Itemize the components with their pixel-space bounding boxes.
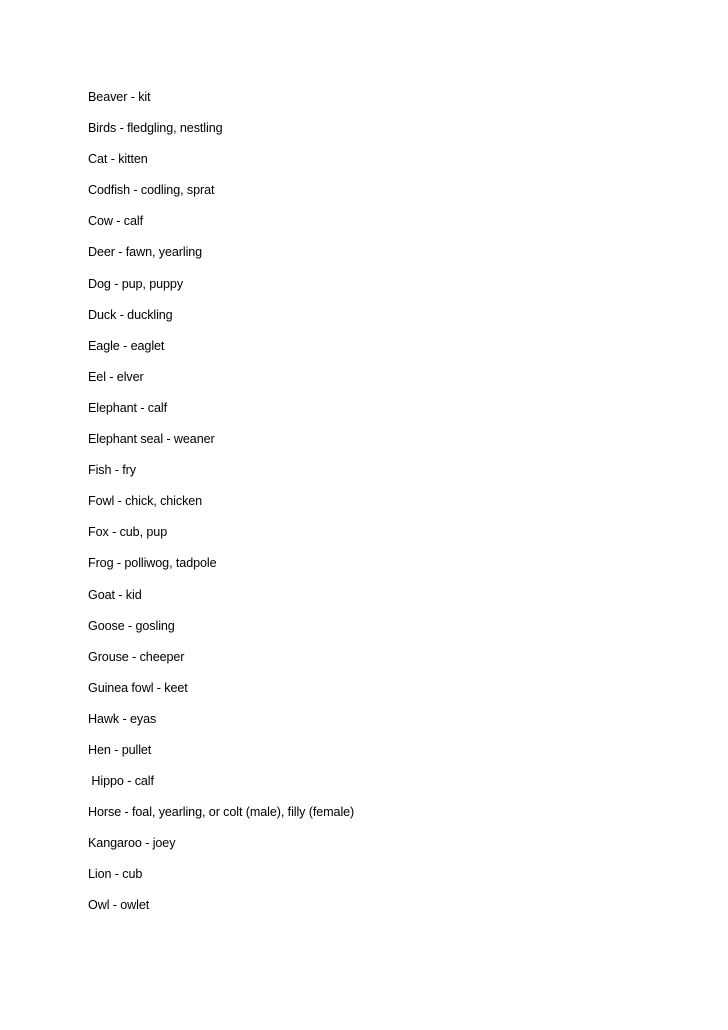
list-item: Frog - polliwog, tadpole (88, 556, 217, 571)
list-item: Elephant seal - weaner (88, 432, 215, 447)
list-item: Guinea fowl - keet (88, 680, 188, 695)
list-item: Deer - fawn, yearling (88, 245, 203, 260)
list-item: Duck - duckling (88, 307, 173, 322)
list-item: Lion - cub (88, 867, 143, 882)
list-item: Fox - cub, pup (88, 525, 168, 540)
list-item: Hen - pullet (88, 742, 152, 757)
list-item: Cat - kitten (88, 152, 148, 167)
list-item: Birds - fledgling, nestling (88, 121, 223, 136)
list-item: Owl - owlet (88, 898, 150, 913)
list-item: Hawk - eyas (88, 711, 157, 726)
list-item: Goat - kid (88, 587, 142, 602)
list-item: Eagle - eaglet (88, 338, 165, 353)
list-item: Horse - foal, yearling, or colt (male), filly (female) (88, 805, 355, 820)
list-item: Cow - calf (88, 214, 143, 229)
list-item: Grouse - cheeper (88, 649, 185, 664)
list-item: Hippo - calf (88, 774, 154, 789)
list-item: Elephant - calf (88, 400, 168, 415)
list-item: Fish - fry (88, 463, 136, 478)
list-item: Dog - pup, puppy (88, 276, 184, 291)
animal-young-list (88, 88, 354, 928)
list-item: Fowl - chick, chicken (88, 494, 203, 509)
list-item: Kangaroo - joey (88, 836, 176, 851)
list-item: Goose - gosling (88, 618, 175, 633)
list-item: Beaver - kit (88, 90, 151, 104)
list-item: Eel - elver (88, 369, 144, 384)
list-item: Codfish - codling, sprat (88, 183, 215, 198)
